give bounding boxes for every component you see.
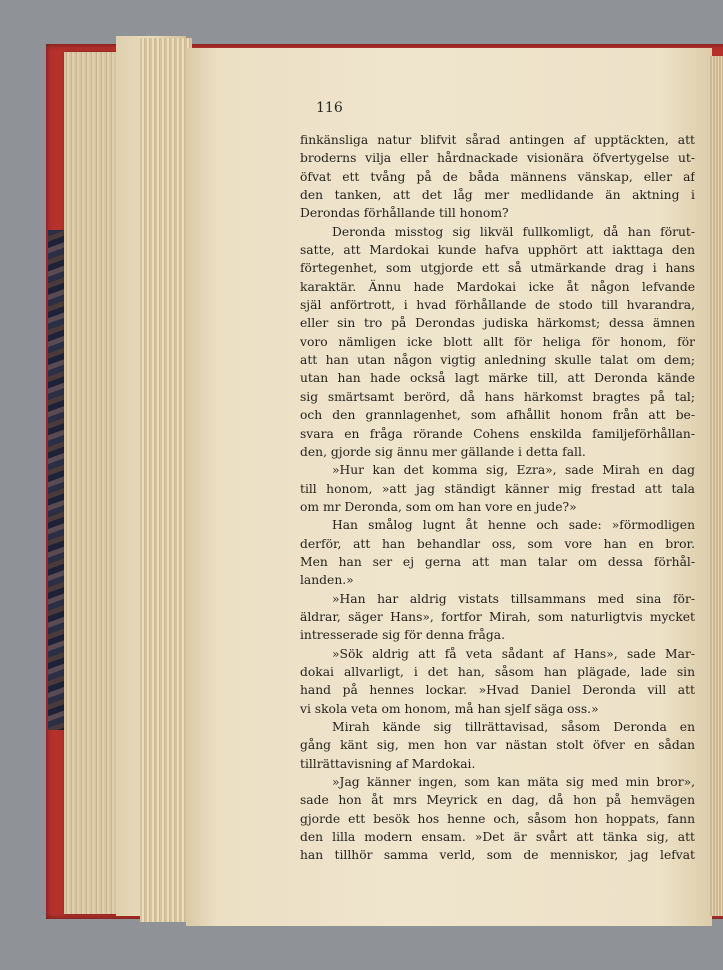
text-line: och den grannlagenhet, som afhållit honom från att be- — [300, 408, 695, 423]
text-line: sig smärtsamt berörd, då hans härkomst bragtes på tal; — [300, 389, 695, 404]
text-line: satte, att Mardokai kunde hafva upphört att iakttaga den — [300, 243, 695, 258]
text-line: hand på hennes lockar. »Hvad Daniel Deronda vill att — [300, 683, 695, 698]
text-line: äldrar, säger Hans», fortfor Mirah, som naturligtvis mycket — [300, 609, 695, 624]
text-line: sade hon åt mrs Meyrick en dag, då hon på hemvägen — [300, 793, 695, 808]
text-line: öfvat ett tvång på de båda männens vänskap, eller af — [300, 169, 695, 184]
text-line: att han utan någon vigtig anledning skulle talat om dem; — [300, 353, 695, 368]
text-line: intresserade sig för denna fråga. — [300, 628, 505, 643]
text-line: den tanken, att det låg mer medlidande än aktning i — [300, 188, 695, 203]
text-line: »Sök aldrig att få veta sådant af Hans», sade Mar- — [332, 646, 695, 661]
text-line: broderns vilja eller hårdnackade visionära öfvertygelse ut- — [300, 151, 695, 166]
text-line: finkänsliga natur blifvit sårad antingen af upptäckten, att — [300, 133, 695, 147]
text-line: om mr Deronda, som om han vore en jude?» — [300, 499, 577, 514]
text-line: »Jag känner ingen, som kan mäta sig med min bror», — [332, 775, 695, 790]
text-line: vi skola veta om honom, må han sjelf säga oss.» — [300, 701, 599, 716]
page-number: 116 — [316, 100, 343, 116]
text-line: förtegenhet, som utgjorde ett så utmärkande drag i hans — [300, 261, 695, 276]
page-gutter — [140, 38, 192, 922]
text-line: Deronda misstog sig likväl fullkomligt, då han förut- — [332, 224, 695, 239]
body-text — [300, 131, 695, 865]
text-line: Mirah kände sig tillrättavisad, såsom Deronda en — [332, 720, 695, 734]
text-line: själ anförtrott, i hvad förhållande de stodo till hvarandra, — [300, 298, 695, 313]
text-line: till honom, »att jag ständigt känner mig frestad att tala — [300, 481, 695, 496]
page-edges-right — [710, 56, 723, 916]
text-line: Men han ser ej gerna att man talar om dessa förhål- — [300, 554, 695, 569]
text-line: gång känt sig, men hon var nästan stolt öfver en sådan — [300, 738, 695, 753]
text-line: utan han hade också lagt märke till, att Deronda kände — [300, 371, 695, 386]
text-line: eller sin tro på Derondas judiska härkomst; dessa ämnen — [300, 316, 695, 331]
text-line: karaktär. Ännu hade Mardokai icke åt någon lefvande — [300, 279, 695, 294]
text-line: han tillhör samma verld, som de menniskor, jag lefvat — [300, 848, 695, 863]
text-line: tillrättavisning af Mardokai. — [300, 756, 476, 771]
text-line: den, gjorde sig ännu mer gällande i detta fall. — [300, 444, 586, 459]
text-line: Derondas förhållande till honom? — [300, 206, 509, 221]
text-line: landen.» — [300, 573, 354, 588]
text-line: svara en fråga rörande Cohens enskilda familjeförhållan- — [300, 426, 695, 441]
text-line: dokai allvarligt, i det han, såsom han plägade, lade sin — [300, 664, 695, 679]
text-line: voro nämligen icke blott allt för heliga för honom, för — [300, 334, 695, 349]
text-line: gjorde ett besök hos henne och, såsom hon hoppats, fann — [300, 811, 695, 826]
text-line: derför, att han behandlar oss, som vore han en bror. — [300, 536, 695, 551]
text-line: »Han har aldrig vistats tillsammans med sina för- — [332, 591, 695, 606]
text-line: Han smålog lugnt åt henne och sade: »förmodligen — [332, 518, 695, 533]
text-line: den lilla modern ensam. »Det är svårt att tänka sig, att — [300, 830, 695, 845]
text-line: »Hur kan det komma sig, Ezra», sade Mirah en dag — [332, 463, 695, 478]
